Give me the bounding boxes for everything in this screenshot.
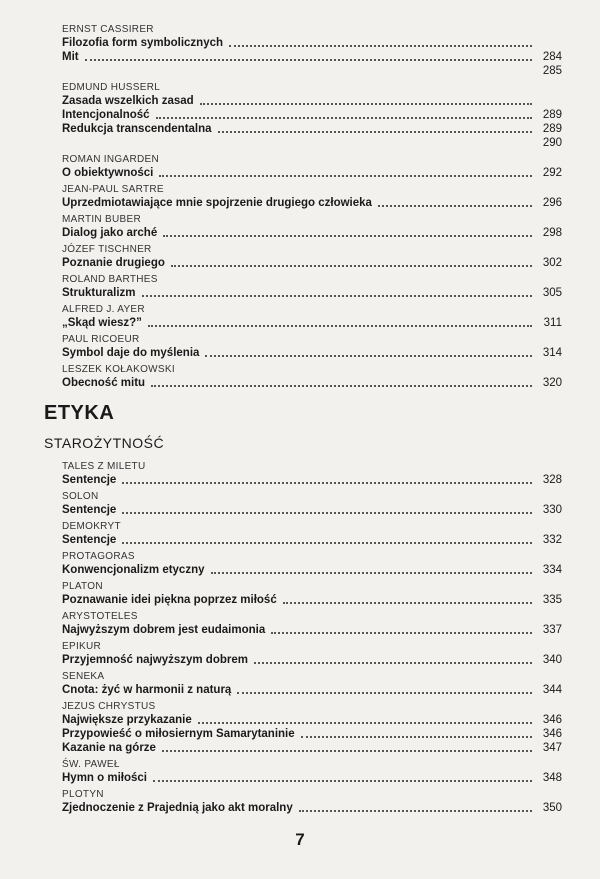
dot-leader xyxy=(162,749,532,752)
page-ref: 335 xyxy=(542,594,562,606)
dot-leader xyxy=(122,541,532,544)
subsection-heading: STAROŻYTNOŚĆ xyxy=(44,435,165,451)
dot-leader xyxy=(85,58,532,61)
dot-leader xyxy=(148,324,532,327)
dot-leader xyxy=(229,44,532,47)
page-ref: 298 xyxy=(542,227,562,239)
toc-row[interactable] xyxy=(62,683,562,697)
dot-leader xyxy=(254,661,532,664)
toc-row[interactable] xyxy=(62,226,562,240)
work-title: Sentencje xyxy=(62,534,117,546)
dot-leader xyxy=(151,384,532,387)
author-name: JEZUS CHRYSTUS xyxy=(62,701,156,712)
author-name: MARTIN BUBER xyxy=(62,214,141,225)
toc-entry xyxy=(62,491,562,517)
page-ref: 346 xyxy=(542,728,562,740)
page-ref: 344 xyxy=(542,684,562,696)
author-name: PLOTYN xyxy=(62,789,104,800)
author-name: ROMAN INGARDEN xyxy=(62,154,159,165)
work-title: Najwyższym dobrem jest eudaimonia xyxy=(62,624,266,636)
page-ref: 289 xyxy=(542,123,562,135)
page-ref: 350 xyxy=(542,802,562,814)
work-title: O obiektywności xyxy=(62,167,154,179)
table-of-contents xyxy=(44,22,562,819)
toc-entry xyxy=(62,244,562,270)
work-title: Poznanie drugiego xyxy=(62,257,165,269)
page-ref: 296 xyxy=(542,197,562,209)
author-name: ROLAND BARTHES xyxy=(62,274,158,285)
work-title: Sentencje xyxy=(62,474,117,486)
toc-block-2 xyxy=(62,461,562,815)
page-ref: 311 xyxy=(543,317,562,329)
toc-entry xyxy=(62,274,562,300)
toc-entry xyxy=(62,461,562,487)
dot-leader xyxy=(200,102,532,105)
toc-row[interactable] xyxy=(62,741,562,755)
author-name: EPIKUR xyxy=(62,641,102,652)
toc-row[interactable] xyxy=(62,801,562,815)
author-name: DEMOKRYT xyxy=(62,521,121,532)
toc-entry xyxy=(62,334,562,360)
author-name: ŚW. PAWEŁ xyxy=(62,759,120,770)
author-name: PROTAGORAS xyxy=(62,551,135,562)
dot-leader xyxy=(163,234,532,237)
section-heading: ETYKA xyxy=(44,402,115,424)
work-title: Hymn o miłości xyxy=(62,772,147,784)
toc-row[interactable] xyxy=(62,623,562,637)
work-title: Przyjemność najwyższym dobrem xyxy=(62,654,248,666)
work-title: Uprzedmiotawiające mnie spojrzenie drugiego człowieka xyxy=(62,197,372,209)
work-title: Największe przykazanie xyxy=(62,714,192,726)
toc-row-extra xyxy=(62,64,562,78)
author-name: ARYSTOTELES xyxy=(62,611,138,622)
work-title: Kazanie na górze xyxy=(62,742,156,754)
dot-leader xyxy=(122,511,532,514)
toc-row[interactable] xyxy=(62,196,562,210)
toc-entry xyxy=(62,581,562,607)
toc-row[interactable] xyxy=(62,727,562,741)
author-name: PAUL RICOEUR xyxy=(62,334,140,345)
toc-row[interactable] xyxy=(62,94,562,108)
work-title: Intencjonalność xyxy=(62,109,150,121)
toc-entry xyxy=(62,671,562,697)
dot-leader xyxy=(205,354,532,357)
page-ref: 289 xyxy=(542,109,562,121)
toc-row[interactable] xyxy=(62,376,562,390)
author-name: ALFRED J. AYER xyxy=(62,304,145,315)
toc-row[interactable] xyxy=(62,122,562,136)
toc-row[interactable] xyxy=(62,713,562,727)
work-title: Obecność mitu xyxy=(62,377,146,389)
author-name: SOLON xyxy=(62,491,99,502)
work-title: Sentencje xyxy=(62,504,117,516)
work-title: Dialog jako arché xyxy=(62,227,158,239)
page-number: 7 xyxy=(295,830,305,849)
dot-leader xyxy=(122,481,532,484)
dot-leader xyxy=(271,631,532,634)
toc-row[interactable] xyxy=(62,108,562,122)
work-title: Mit xyxy=(62,51,79,63)
toc-row[interactable] xyxy=(62,593,562,607)
toc-row[interactable] xyxy=(62,563,562,577)
author-name: SENEKA xyxy=(62,671,105,682)
work-title: Poznawanie idei piękna poprzez miłość xyxy=(62,594,277,606)
page-ref: 346 xyxy=(542,714,562,726)
toc-entry xyxy=(62,184,562,210)
page-ref: 334 xyxy=(542,564,562,576)
author-name: ERNST CASSIRER xyxy=(62,24,154,35)
toc-block-1 xyxy=(62,24,562,390)
page-ref: 314 xyxy=(542,347,562,359)
author-name: JEAN-PAUL SARTRE xyxy=(62,184,164,195)
work-title: Konwencjonalizm etyczny xyxy=(62,564,205,576)
page-ref: 285 xyxy=(542,65,562,77)
page-ref: 305 xyxy=(542,287,562,299)
page-ref: 328 xyxy=(542,474,562,486)
work-title: Przypowieść o miłosiernym Samarytaninie xyxy=(62,728,295,740)
work-title: Zjednoczenie z Prajednią jako akt moralny xyxy=(62,802,293,814)
author-name: JÓZEF TISCHNER xyxy=(62,244,152,255)
page-ref: 340 xyxy=(542,654,562,666)
toc-row[interactable] xyxy=(62,256,562,270)
dot-leader xyxy=(156,116,532,119)
toc-row[interactable] xyxy=(62,166,562,180)
work-title: Zasada wszelkich zasad xyxy=(62,95,194,107)
toc-entry xyxy=(62,611,562,637)
page-ref: 320 xyxy=(542,377,562,389)
page-ref: 348 xyxy=(542,772,562,784)
toc-entry xyxy=(62,551,562,577)
page-ref: 290 xyxy=(542,137,562,149)
toc-row[interactable] xyxy=(62,503,562,517)
work-title: Redukcja transcendentalna xyxy=(62,123,212,135)
toc-entry xyxy=(62,521,562,547)
toc-entry xyxy=(62,641,562,667)
page-ref: 284 xyxy=(542,51,562,63)
page-ref: 330 xyxy=(542,504,562,516)
dot-leader xyxy=(283,601,532,604)
dot-leader xyxy=(171,264,532,267)
dot-leader xyxy=(237,691,532,694)
toc-row[interactable] xyxy=(62,286,562,300)
toc-row[interactable] xyxy=(62,771,562,785)
toc-row-extra xyxy=(62,136,562,150)
author-name: LESZEK KOŁAKOWSKI xyxy=(62,364,175,375)
toc-entry xyxy=(62,304,562,330)
dot-leader xyxy=(378,204,532,207)
work-title: Cnota: żyć w harmonii z naturą xyxy=(62,684,232,696)
page-ref: 292 xyxy=(542,167,562,179)
toc-entry xyxy=(62,82,562,150)
page-ref: 337 xyxy=(542,624,562,636)
toc-entry xyxy=(62,154,562,180)
page-ref: 332 xyxy=(542,534,562,546)
dot-leader xyxy=(301,735,532,738)
toc-row[interactable] xyxy=(62,653,562,667)
page-ref: 347 xyxy=(542,742,562,754)
toc-row[interactable] xyxy=(62,346,562,360)
work-title: Strukturalizm xyxy=(62,287,136,299)
toc-row[interactable] xyxy=(62,533,562,547)
toc-entry xyxy=(62,701,562,755)
toc-entry xyxy=(62,364,562,390)
dot-leader xyxy=(153,779,532,782)
dot-leader xyxy=(218,130,532,133)
dot-leader xyxy=(211,571,532,574)
dot-leader xyxy=(142,294,533,297)
work-title: „Skąd wiesz?” xyxy=(62,317,142,329)
dot-leader xyxy=(159,174,532,177)
toc-row[interactable] xyxy=(62,473,562,487)
dot-leader xyxy=(299,809,532,812)
author-name: PLATON xyxy=(62,581,103,592)
toc-entry xyxy=(62,24,562,78)
toc-row[interactable] xyxy=(62,50,562,64)
author-name: EDMUND HUSSERL xyxy=(62,82,161,93)
page-ref: 302 xyxy=(542,257,562,269)
toc-entry xyxy=(62,789,562,815)
work-title: Filozofia form symbolicznych xyxy=(62,37,224,49)
toc-entry xyxy=(62,759,562,785)
toc-entry xyxy=(62,214,562,240)
work-title: Symbol daje do myślenia xyxy=(62,347,200,359)
dot-leader xyxy=(198,721,532,724)
author-name: TALES Z MILETU xyxy=(62,461,146,472)
toc-row[interactable] xyxy=(62,316,562,330)
toc-row[interactable] xyxy=(62,36,562,50)
